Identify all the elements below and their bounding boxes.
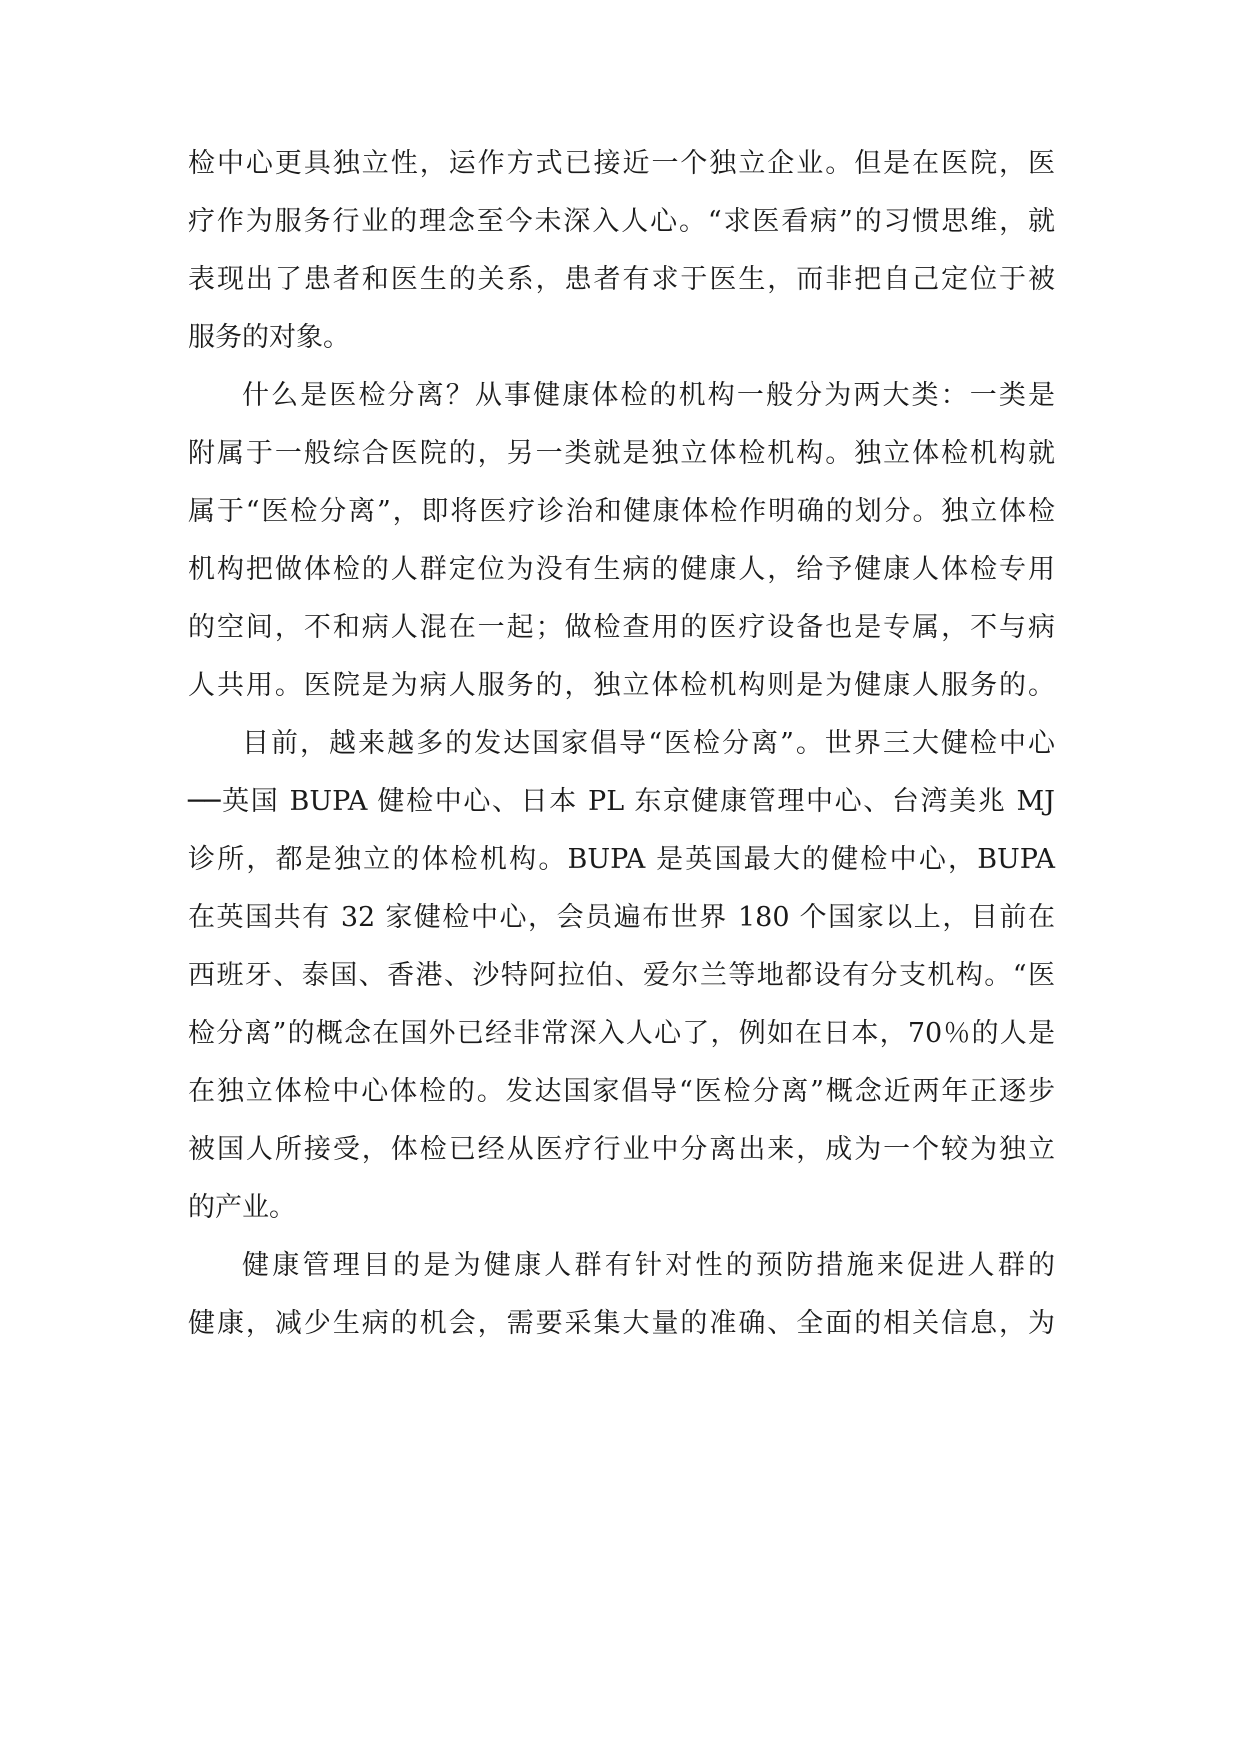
paragraph-1-line-4: 服务的对象。 [188,322,350,353]
paragraph-3-line-5: 西班牙、泰国、香港、沙特阿拉伯、爱尔兰等地都设有分支机构。“医 [188,960,1055,991]
paragraph-2-line-4: 机构把做体检的人群定位为没有生病的健康人，给予健康人体检专用 [188,554,1055,585]
paragraph-1-line-1: 检中心更具独立性，运作方式已接近一个独立企业。但是在医院，医 [188,148,1055,179]
paragraph-2-line-6: 人共用。医院是为病人服务的，独立体检机构则是为健康人服务的。 [188,670,1055,701]
paragraph-3-line-2: ──英国 BUPA 健检中心、日本 PL 东京健康管理中心、台湾美兆 MJ [188,786,1055,817]
paragraph-4-line-2: 健康，减少生病的机会，需要采集大量的准确、全面的相关信息，为 [188,1308,1055,1339]
paragraph-3-line-7: 在独立体检中心体检的。发达国家倡导“医检分离”概念近两年正逐步 [188,1076,1055,1107]
paragraph-3-line-8: 被国人所接受，体检已经从医疗行业中分离出来，成为一个较为独立 [188,1134,1055,1165]
paragraph-2-line-5: 的空间，不和病人混在一起；做检查用的医疗设备也是专属，不与病 [188,612,1055,643]
paragraph-4-line-1: 健康管理目的是为健康人群有针对性的预防措施来促进人群的 [242,1250,1055,1281]
paragraph-3-line-3: 诊所，都是独立的体检机构。BUPA 是英国最大的健检中心，BUPA [188,844,1055,875]
paragraph-2-line-1: 什么是医检分离？从事健康体检的机构一般分为两大类：一类是 [242,380,1055,411]
paragraph-3-line-4: 在英国共有 32 家健检中心，会员遍布世界 180 个国家以上，目前在 [188,902,1055,933]
paragraph-3-line-1: 目前，越来越多的发达国家倡导“医检分离”。世界三大健检中心 [242,728,1055,759]
paragraph-2-line-3: 属于“医检分离”，即将医疗诊治和健康体检作明确的划分。独立体检 [188,496,1055,527]
paragraph-3-line-9: 的产业。 [188,1192,296,1223]
paragraph-3-line-6: 检分离”的概念在国外已经非常深入人心了，例如在日本，70％的人是 [188,1018,1055,1049]
paragraph-2-line-2: 附属于一般综合医院的，另一类就是独立体检机构。独立体检机构就 [188,438,1055,469]
paragraph-1-line-3: 表现出了患者和医生的关系，患者有求于医生，而非把自己定位于被 [188,264,1055,295]
paragraph-1-line-2: 疗作为服务行业的理念至今未深入人心。“求医看病”的习惯思维，就 [188,206,1055,237]
